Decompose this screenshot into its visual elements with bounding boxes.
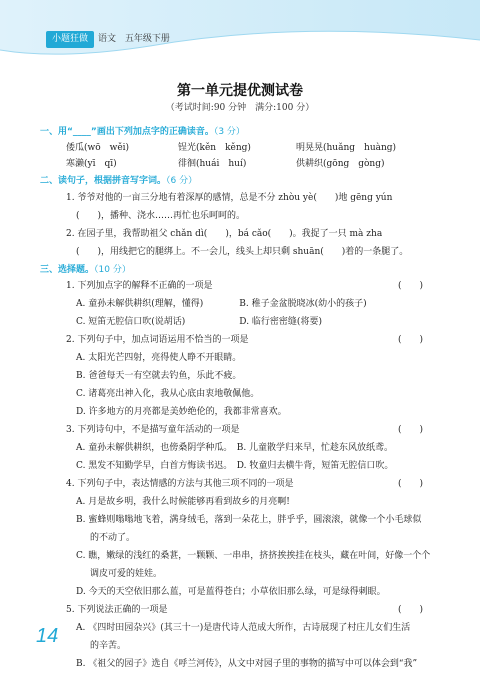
answer-blank[interactable]: ( ) bbox=[398, 281, 424, 291]
section-1-heading bbox=[40, 124, 245, 137]
option-line: B. 爸爸每天一有空就去钓鱼，乐此不疲。 bbox=[76, 371, 242, 381]
series-badge: 小题狂做 bbox=[46, 31, 94, 48]
pinyin-item: 寒濑(yī qī) bbox=[66, 159, 117, 169]
book-meta bbox=[98, 31, 176, 48]
answer-blank[interactable]: ( ) bbox=[398, 605, 424, 615]
question-stem: 3. 下列诗句中，不是描写童年活动的一项是 bbox=[66, 425, 240, 435]
page-number: 14 bbox=[36, 625, 59, 647]
pinyin-item: 徘徊(huái huí) bbox=[178, 159, 247, 169]
pinyin-item: 供耕织(gōng gòng) bbox=[296, 159, 385, 169]
answer-blank[interactable]: ( ) bbox=[398, 335, 424, 345]
exam-info: （考试时间:90 分钟 满分:100 分） bbox=[165, 103, 315, 113]
question-line: 1. 爷爷对他的一亩三分地有着深厚的感情，总是不分 zhòu yè( )地 gēng yún bbox=[66, 193, 393, 203]
pinyin-item: 锃光(kěn kěng) bbox=[178, 143, 251, 153]
question-stem: 2. 下列句子中，加点词语运用不恰当的一项是 bbox=[66, 335, 249, 345]
option-line: D. 许多地方的月亮都是美妙绝伦的，我都非常喜欢。 bbox=[76, 407, 287, 417]
option-line: A. 太阳光芒四射，亮得使人睁不开眼睛。 bbox=[76, 353, 242, 363]
header-wave-background bbox=[0, 0, 480, 58]
question-line: ( )，播种、浇水……再忙也乐呵呵的。 bbox=[76, 211, 246, 221]
pinyin-item: 倭瓜(wō wěi) bbox=[66, 143, 130, 153]
option-line: A. 月是故乡明，我什么时候能够再看到故乡的月亮啊! bbox=[76, 497, 290, 507]
answer-blank[interactable]: ( ) bbox=[398, 479, 424, 489]
question-line: ( )，用线把它的腿绑上。不一会儿，线头上却只剩 shuān( )着的一条腿了。 bbox=[76, 247, 409, 257]
section-1-label: 一、用“____”画出下列加点字的正确读音。 bbox=[40, 127, 214, 137]
section-2-heading bbox=[40, 173, 197, 186]
option-line: A. 童孙未解供耕织，也傍桑阴学种瓜。 B. 儿童散学归来早，忙趁东风放纸鸢。 bbox=[76, 443, 394, 453]
question-stem: 4. 下列句子中，表达情感的方法与其他三项不同的一项是 bbox=[66, 479, 294, 489]
pinyin-item: 明晃晃(huǎng huàng) bbox=[296, 143, 397, 153]
section-3-heading bbox=[40, 262, 131, 275]
question-line: 2. 在园子里，我帮助祖父 chǎn dì( )，bá cǎo( )。我捉了一只 mà zha bbox=[66, 229, 383, 239]
section-3-label: 三、选择题。 bbox=[40, 265, 95, 275]
option-line: C. 诸葛亮出神入化，我从心底由衷地敬佩他。 bbox=[76, 389, 260, 399]
option-line: 调皮可爱的娃娃。 bbox=[90, 569, 163, 579]
page-header bbox=[0, 0, 480, 58]
option-line: C. 短笛无腔信口吹(说胡话) D. 临行密密缝(将要) bbox=[76, 317, 322, 327]
option-line: 的辛苦。 bbox=[90, 641, 127, 651]
section-2-label: 二、读句子，根据拼音写字词。 bbox=[40, 176, 167, 186]
answer-blank[interactable]: ( ) bbox=[398, 425, 424, 435]
question-stem: 5. 下列说法正确的一项是 bbox=[66, 605, 168, 615]
option-line: A. 《四时田园杂兴》(其三十一)是唐代诗人范成大所作，古诗展现了村庄儿女们生活 bbox=[76, 623, 411, 633]
option-line: A. 童孙未解供耕织(理解，懂得) B. 稚子金盆脱晓冰(幼小的孩子) bbox=[76, 299, 367, 309]
section-2-points: （6 分） bbox=[166, 176, 198, 186]
page-title: 第一单元提优测试卷 bbox=[177, 83, 303, 99]
option-line: D. 今天的天空依旧那么蓝，可是蓝得苍白；小草依旧那么绿，可是绿得刺眼。 bbox=[76, 587, 386, 597]
section-3-points: （10 分） bbox=[94, 265, 131, 275]
option-line: C. 瞧，嫩绿的浅红的桑葚，一颗颗、一串串，挤挤挨挨挂在枝头，藏在叶间，好像一个个 bbox=[76, 551, 431, 561]
subject-label: 语文 bbox=[98, 34, 117, 44]
option-line: C. 黑发不知勤学早，白首方悔读书迟。 D. 牧童归去横牛背，短笛无腔信口吹。 bbox=[76, 461, 394, 471]
option-line: B. 《祖父的园子》选自《呼兰河传》，从文中对园子里的事物的描写中可以体会到“我” bbox=[76, 659, 418, 669]
section-1-points: （3 分） bbox=[213, 127, 245, 137]
option-line: 的不动了。 bbox=[90, 533, 136, 543]
question-stem: 1. 下列加点字的解释不正确的一项是 bbox=[66, 281, 213, 291]
grade-label: 五年级下册 bbox=[124, 34, 170, 44]
option-line: B. 蜜蜂则嗡嗡地飞着，满身绒毛，落到一朵花上，胖乎乎，圆滚滚，就像一个小毛球似 bbox=[76, 515, 422, 525]
